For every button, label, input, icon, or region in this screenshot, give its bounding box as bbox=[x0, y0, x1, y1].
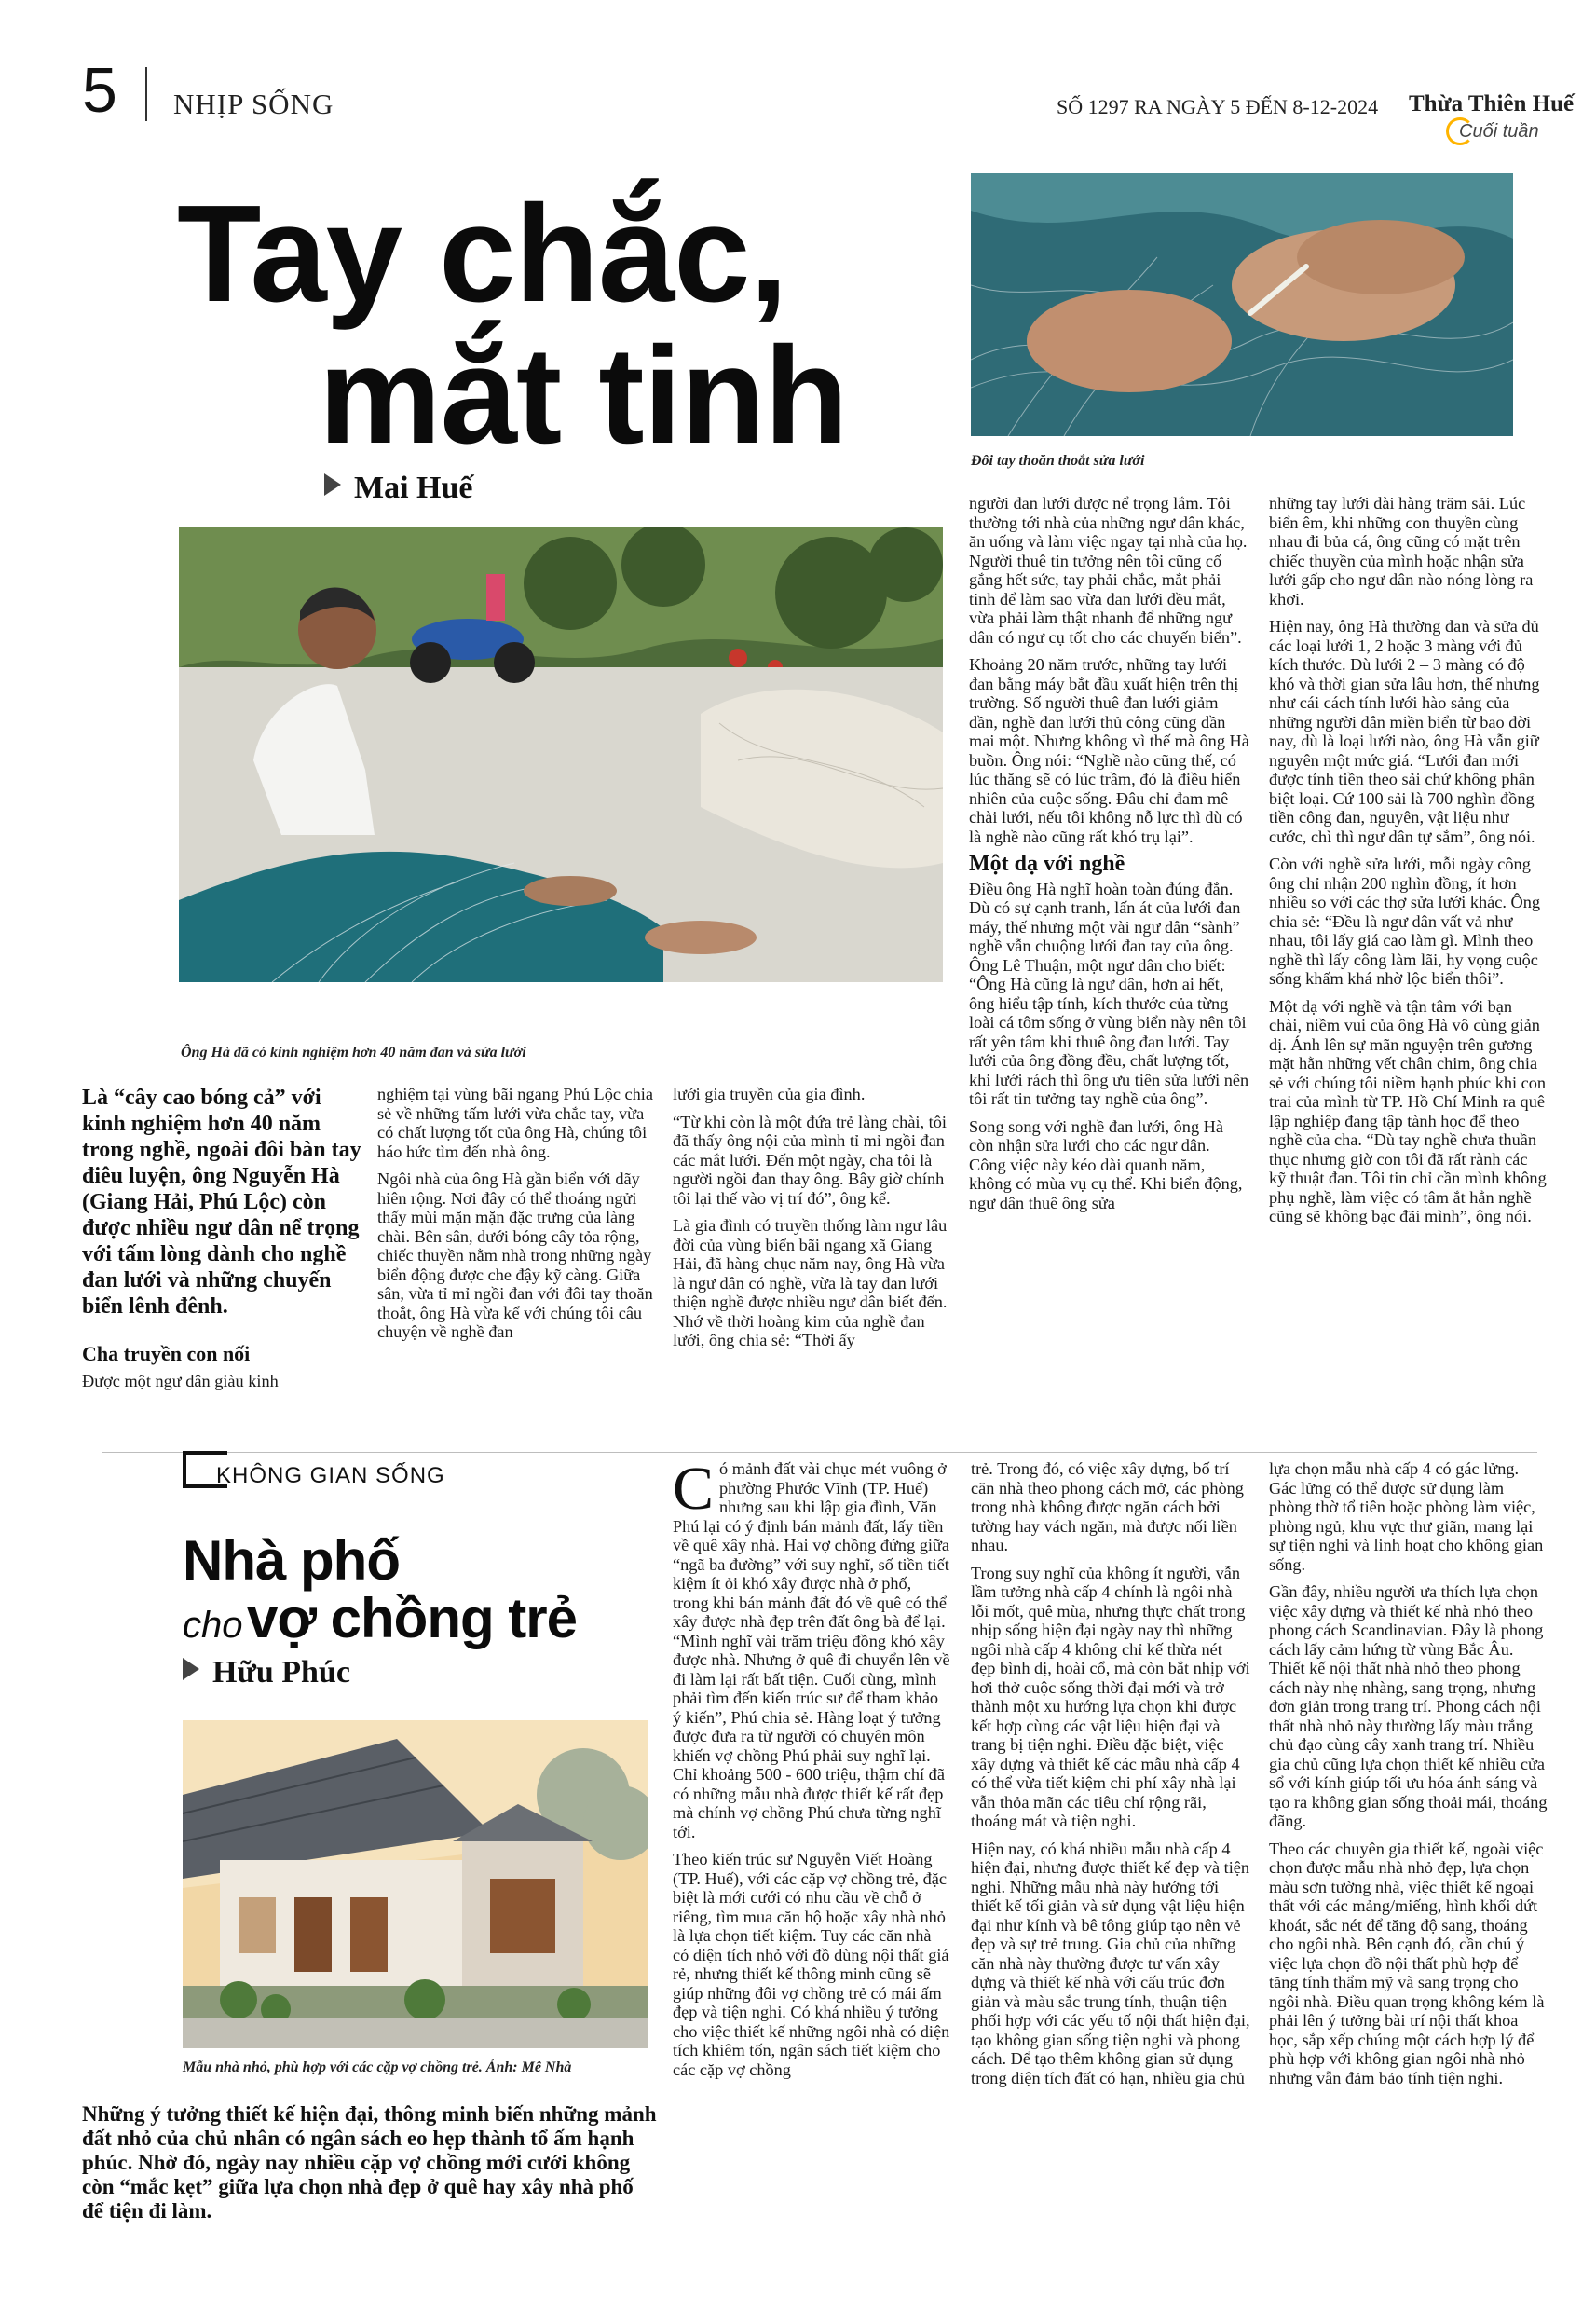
photo-hands bbox=[971, 173, 1513, 436]
photo-house-caption: Mẫu nhà nhỏ, phù hợp với các cặp vợ chồng trẻ. Ảnh: Mê Nhà bbox=[183, 2059, 572, 2075]
article1-title-line2: mắt tinh bbox=[319, 319, 848, 472]
paragraph: Trong suy nghĩ của không ít người, vẫn lầm tưởng nhà cấp 4 chính là ngôi nhà lỗi mốt, quê mùa, nhưng thực chất trong nhịp sống hiện đại ngày nay thì những ngôi nhà cấp 4 không chỉ kế thừa nét đẹp bình dị, hoài cổ, mà còn bắt nhịp với hơi thở cuộc sống thời đại mới và trở thành một xu hướng lựa chọn khi được kết hợp cùng các vật liệu hiện đại và trang bị tiện nghi. Điều đặc biệt, việc xây dựng và thiết kế các mẫu nhà cấp 4 có thể vừa tiết kiệm chi phí xây nhà lại vẫn thỏa mãn các tiêu chí rộng rãi, thoáng mát và tiện nghi. bbox=[971, 1563, 1250, 1830]
article2-byline bbox=[183, 1655, 350, 1690]
byline-triangle-icon bbox=[324, 473, 341, 496]
photo-main bbox=[179, 527, 943, 982]
article1-column-3 bbox=[673, 1085, 952, 1416]
article1-column-5 bbox=[1269, 494, 1548, 1416]
dropcap: C bbox=[673, 1459, 715, 1523]
paragraph: trẻ. Trong đó, có việc xây dựng, bố trí căn nhà theo phong cách mở, các phòng trong nhà không được ngăn cách bởi tường hay vách ngăn, mà được nối liền nhau. bbox=[971, 1459, 1244, 1554]
photo-hands-caption: Đôi tay thoăn thoắt sửa lưới bbox=[971, 453, 1145, 469]
article1-byline bbox=[324, 471, 472, 506]
photo-main-caption: Ông Hà đã có kinh nghiệm hơn 40 năm đan và sửa lưới bbox=[181, 1045, 526, 1060]
paragraph: Ngôi nhà của ông Hà gần biển với dãy hiên rộng. Nơi đây có thể thoáng ngửi thấy mùi mặn mặn đặc trưng của làng chài. Bên sân, dưới bóng cây tỏa rộng, chiếc thuyền nằm nhà trong những ngày biển động được che đậy kỹ càng. Giữa sân, vừa tỉ mỉ ngồi đan với đôi tay thoăn thoắt, ông Hà vừa kể với chúng tôi câu chuyện về nghề đan bbox=[377, 1170, 653, 1341]
article2-column-3 bbox=[1269, 1459, 1548, 2279]
article1-subhead-1: Cha truyền con nối bbox=[82, 1342, 251, 1365]
paragraph: những tay lưới dài hàng trăm sải. Lúc biển êm, khi những con thuyền cùng nhau đi bủa cá, ông cũng có mặt trên chiếc thuyền của mình hoặc nhận sửa lưới gấp cho ngư dân nào nóng lòng ra khơi. bbox=[1269, 494, 1534, 609]
article1-title-line1: Tay chắc, bbox=[177, 177, 787, 331]
article1-column-4 bbox=[969, 494, 1250, 1416]
article1-col1-text: Được một ngư dân giàu kinh bbox=[82, 1372, 279, 1390]
article1-author: Mai Huế bbox=[354, 471, 473, 505]
brand-name: Thừa Thiên Huế bbox=[1409, 91, 1575, 116]
paragraph: “Từ khi còn là một đứa trẻ làng chài, tôi đã thấy ông nội của mình tỉ mỉ ngồi đan các mắt lưới. Đến một ngày, cha tôi là người ngồi đan thay ông. Bây giờ chính tôi lại thế vào vị trí đó”, ông kể. bbox=[673, 1112, 947, 1208]
article2-title-cho: cho bbox=[183, 1605, 243, 1646]
article1-column-2 bbox=[377, 1085, 657, 1416]
paragraph: nghiệm tại vùng bãi ngang Phú Lộc chia sẻ về những tấm lưới vừa chắc tay, vừa có chất lượng tốt của ông Hà, chúng tôi háo hức tìm đến nhà ông. bbox=[377, 1085, 653, 1161]
paragraph: Song song với nghề đan lưới, ông Hà còn nhận sửa lưới cho các ngư dân. Công việc này kéo dài quanh năm, không có mùa vụ cụ thể. Khi biển động, ngư dân thuê ông sửa bbox=[969, 1116, 1243, 1212]
section-name: NHỊP SỐNG bbox=[173, 88, 334, 120]
article2-lead: Những ý tưởng thiết kế hiện đại, thông minh biến những mảnh đất nhỏ của chủ nhân có ngân sách eo hẹp thành tổ ấm hạnh phúc. Nhờ đó, ngày nay nhiều cặp vợ chồng mới cưới không còn “mắc kẹt” giữa lựa chọn nhà đẹp ở quê hay xây nhà phố để tiện đi làm. bbox=[82, 2102, 657, 2223]
issue-info: SỐ 1297 RA NGÀY 5 ĐẾN 8-12-2024 bbox=[1057, 95, 1379, 118]
article2-column-1 bbox=[673, 1459, 950, 2279]
page-number: 5 bbox=[82, 55, 117, 126]
paragraph: Còn với nghề sửa lưới, mỗi ngày công ông chỉ nhận 200 nghìn đồng, ít hơn nhiều so với các thợ sửa lưới khác. Ông chia sẻ: “Đều là ngư dân vất vả như nhau, tôi lấy giá cao làm gì. Mình theo nghề thì lấy công làm lãi, hy vọng cuộc sống khấm khá nhờ lộc biển thôi”. bbox=[1269, 855, 1540, 988]
brand-sub: Cuối tuần bbox=[1459, 121, 1539, 142]
article1-subhead-2: Một dạ với nghề bbox=[969, 852, 1125, 876]
article1-column-1 bbox=[82, 1085, 361, 1391]
paragraph: lựa chọn mẫu nhà cấp 4 có gác lửng. Gác lửng có thể được sử dụng làm phòng thờ tổ tiên hoặc phòng làm việc, phòng ngủ, khu vực thư giãn, mang lại sự tiện nghi và linh hoạt cho không gian sống. bbox=[1269, 1459, 1544, 1574]
article2-title-line1: Nhà phố bbox=[183, 1529, 400, 1592]
paragraph: Khoảng 20 năm trước, những tay lưới đan bằng máy bắt đầu xuất hiện trên thị trường. Số người thuê đan lưới giảm dần, nghề đan lưới thủ công cũng dần mai một. Nhưng không vì thế mà ông Hà buồn. Ông nói: “Nghề nào cũng thế, có lúc thăng sẽ có lúc trầm, đó là điều hiển nhiên của cuộc sống. Đâu chỉ đam mê chài lưới, nếu tôi không nỗ lực thì dù có là nghề nào cũng rất khó trụ lại”. bbox=[969, 655, 1249, 846]
article1-lead: Là “cây cao bóng cả” với kinh nghiệm hơn 40 năm trong nghề, ngoài đôi bàn tay điêu luyện, ông Nguyễn Hà (Giang Hải, Phú Lộc) còn được nhiều ngư dân nể trọng với tấm lòng dành cho nghề đan lưới và những chuyến biển lênh đênh. bbox=[82, 1086, 361, 1319]
paragraph-text: ó mảnh đất vài chục mét vuông ở phường Phước Vĩnh (TP. Huế) nhưng sau khi lập gia đình, Văn Phú lại có ý định bán mảnh đất, lấy tiền về quê xây nhà. Hai vợ chồng đứng giữa “ngã ba đường” với suy nghĩ, số tiền tiết kiệm ít ỏi khó xây được nhà ở phố, trong khi bán mảnh đất đó về quê có thể xây được nhà đẹp trên đất ông bà để lại. “Mình nghĩ vài trăm triệu đồng khó xây được nhà. Nhưng ở quê đi chuyển lên về đi làm lại rất bất tiện. Cuối cùng, mình phải tìm đến kiến trúc sư để tham khảo ý kiến”, Phú chia sẻ. Hàng loạt ý tưởng được đưa ra từ người có chuyên môn khiến vợ chồng Phú phải suy nghĩ lại. Chỉ khoảng 500 - 600 triệu, thậm chí đã có những mẫu nhà được thiết kế rất đẹp mà chính vợ chồng Phú chưa từng nghĩ tới. bbox=[673, 1459, 950, 1841]
paragraph: Gần đây, nhiều người ưa thích lựa chọn việc xây dựng và thiết kế nhà nhỏ theo phong cách Scandinavian. Đây là phong cách lấy cảm hứng từ vùng Bắc Âu. Thiết kế nội thất nhà nhỏ theo phong cách này nhẹ nhàng, sang trọng, nhưng đơn giản trong trang trí. Phong cách nội thất nhà nhỏ này thường lấy màu trắng chủ đạo cùng cây xanh trang trí. Nhiều gia chủ cũng lựa chọn thiết kế nhiều cửa sổ với kính giúp tối ưu hóa ánh sáng và tạo ra không gian sống thoải mái, thoáng đãng. bbox=[1269, 1582, 1548, 1830]
paragraph: Hiện nay, ông Hà thường đan và sửa đủ các loại lưới 1, 2 hoặc 3 màng với đủ kích thước. Dù lưới 2 – 3 màng có độ khó và thời gian sửa lâu hơn, thế nhưng như cái cách tính lưới hào sảng của những người dân miền biển từ bao đời nay, dù là loại lưới nào, ông Hà vẫn giữ nguyên một mức giá. “Lưới đan mới được tính tiền theo sải chứ không phân biệt loại. Cứ 100 sải là 700 nghìn đồng tiền công đan, nguyên, vật liệu như cước, chì thì ngư dân tự sắm”, ông nói. bbox=[1269, 617, 1540, 846]
paragraph: Điều ông Hà nghĩ hoàn toàn đúng đắn. Dù có sự cạnh tranh, lấn át của lưới đan máy, thế nhưng một vài ngư dân “sành” nghề vẫn chuộng lưới đan tay của ông. Ông Lê Thuận, một ngư dân cho biết: “Ông Hà cũng là ngư dân, hơn ai hết, ông hiểu tập tính, kích thước của từng loài cá tôm sống ở vùng biển này nên tôi rất yên tâm khi thuê ông đan lưới. Tay lưới của ông đồng đều, chất lượng tốt, khi lưới rách thì ông ưu tiên sửa lưới nên tôi rất tin tưởng tay nghề của ông”. bbox=[969, 879, 1249, 1108]
paragraph: lưới gia truyền của gia đình. bbox=[673, 1085, 866, 1103]
article2-column-2 bbox=[971, 1459, 1250, 2279]
article2-title-rest: vợ chồng trẻ bbox=[246, 1587, 577, 1649]
paragraph: Hiện nay, có khá nhiều mẫu nhà cấp 4 hiện đại, nhưng được thiết kế đẹp và tiện nghi. Những mẫu nhà này hướng tới thiết kế tối giản và sử dụng vật liệu hiện đại như kính và bê tông giúp tạo nên vẻ đẹp và sự trẻ trung. Gia chủ của những căn nhà này thường được tư vấn xây dựng và thiết kế nhà với cấu trúc đơn giản và màu sắc trung tính, thuận tiện phối hợp với các yếu tố nội thất hiện đại, tạo không gian sống tiện nghi và phong cách. Để tạo thêm không gian sử dụng trong diện tích đất có hạn, nhiều gia chủ bbox=[971, 1839, 1250, 2087]
byline-triangle-icon bbox=[183, 1658, 199, 1680]
paragraph: Theo kiến trúc sư Nguyễn Viết Hoàng (TP. Huế), với các cặp vợ chồng trẻ, đặc biệt là mới cưới có nhu cầu về chỗ ở riêng, tìm mua căn hộ hoặc xây nhà nhỏ là lựa chọn tiết kiệm. Tuy các căn nhà có diện tích nhỏ với đồ dùng nội thất giá rẻ, nhưng thiết kế thông minh cũng sẽ giúp những đôi vợ chồng trẻ có mái ấm đẹp và tiện nghi. Có khá nhiều ý tưởng cho việc thiết kế những ngôi nhà có diện tích khiêm tốn, ngân sách tiết kiệm cho các cặp vợ chồng bbox=[673, 1850, 950, 2079]
paragraph: Một dạ với nghề và tận tâm với bạn chài, niềm vui của ông Hà vô cùng giản dị. Ánh lên sự mãn nguyện trên gương mặt hằn những vết chân chim, ông chia sẻ với chúng tôi niềm hạnh phúc khi con trai của mình từ TP. Hồ Chí Minh ra quê lập nghiệp đang tập tành học để theo nghề của cha. “Dù tay nghề chưa thuần thục nhưng giờ con tôi đã rất rành các kỹ thuật đan. Tôi tin chỉ cần mình không phụ nghề, làm việc có tâm ắt hẳn nghề cũng sẽ không bạc đãi mình”, ông nói. bbox=[1269, 996, 1547, 1225]
header-divider bbox=[145, 67, 147, 121]
article2-title-line2 bbox=[183, 1586, 577, 1650]
article-divider bbox=[102, 1452, 1537, 1453]
article2-section-label: KHÔNG GIAN SỐNG bbox=[216, 1463, 445, 1488]
paragraph: Là gia đình có truyền thống làm ngư lâu đời của vùng biển bãi ngang xã Giang Hải, đã hàng chục năm nay, ông Hà vừa là ngư dân có nghề, vừa là tay đan lưới thiện nghề được nhiều ngư dân biết đến. Nhớ về thời hoàng kim của nghề đan lưới, ông chia sẻ: “Thời ấy bbox=[673, 1216, 948, 1349]
paragraph: Theo các chuyên gia thiết kế, ngoài việc chọn được mẫu nhà nhỏ đẹp, lựa chọn màu sơn tường nhà, việc thiết kế ngoại thất với các mảng/miếng, hình khối dứt khoát, sắc nét để tăng độ sang, thoáng cho ngôi nhà. Bên cạnh đó, cần chú ý việc lựa chọn đồ nội thất phù hợp để tăng tính thẩm mỹ và sang trọng cho ngôi nhà. Điều quan trọng không kém là phải lên ý tưởng bài trí nội thất khoa học, sắp xếp chúng một cách hợp lý để phù hợp với không gian ngôi nhà nhỏ nhưng vẫn đảm bảo tính tiện nghi. bbox=[1269, 1839, 1545, 2087]
article2-author: Hữu Phúc bbox=[212, 1655, 350, 1690]
photo-house bbox=[183, 1720, 648, 2048]
paragraph: người đan lưới được nể trọng lắm. Tôi thường tới nhà của những ngư dân khác, ăn uống và làm việc ngay tại nhà của họ. Người thuê tin tưởng nên tôi cũng cố gắng hết sức, tay phải chắc, mắt phải tinh để làm sao vừa đan lưới đều mắt, vừa phải làm thật nhanh để những ngư dân có ngư cụ tốt cho các chuyến biển”. bbox=[969, 494, 1248, 647]
paragraph bbox=[673, 1459, 950, 1841]
